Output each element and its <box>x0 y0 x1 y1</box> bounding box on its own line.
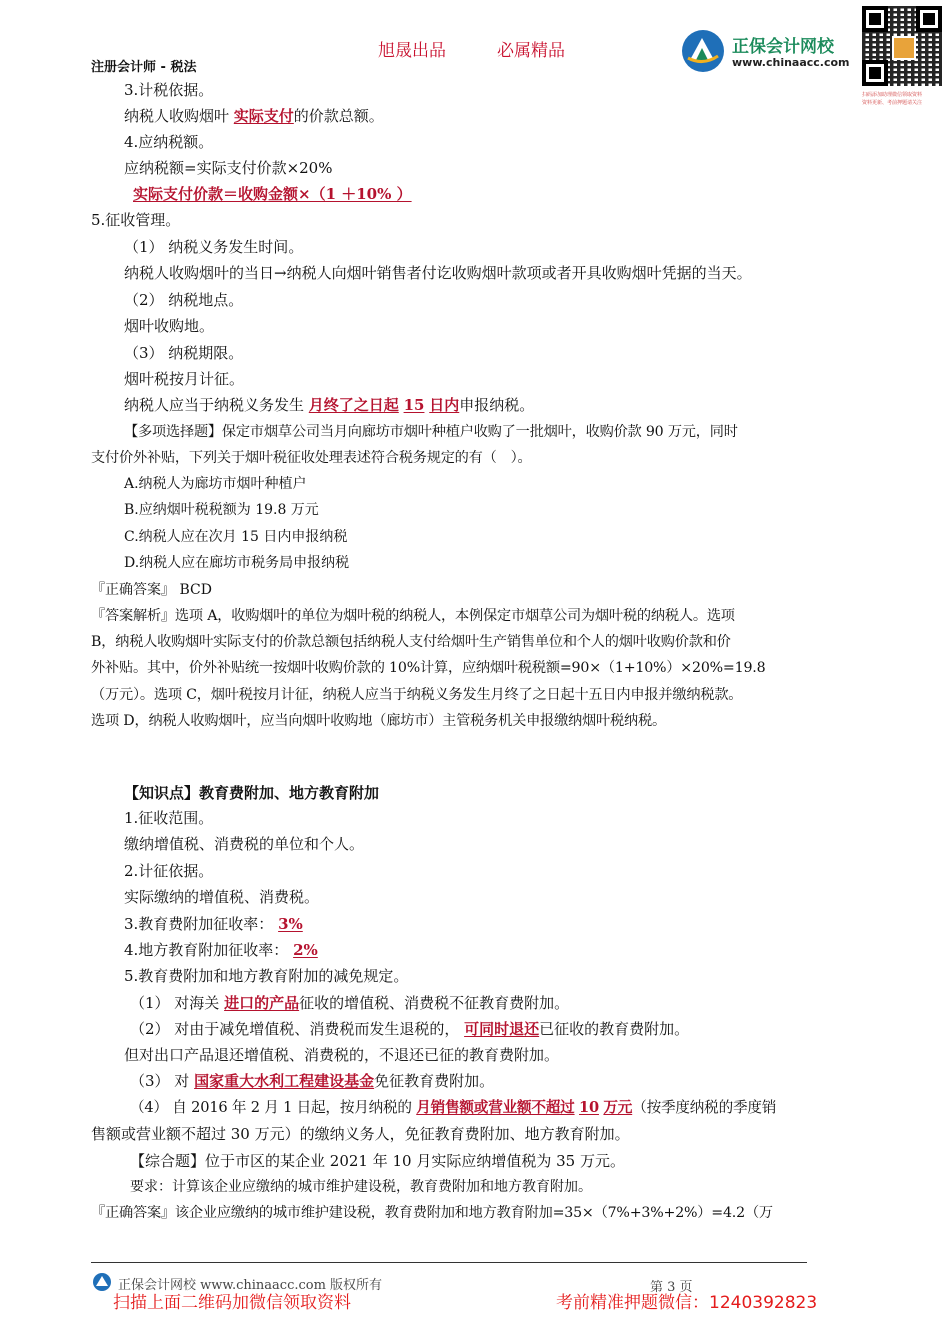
qr-finder-top-left <box>862 6 888 32</box>
highlight: 月终了之日起 <box>308 396 399 414</box>
highlight: 实际支付 <box>233 107 294 125</box>
text-line: 4.地方教育附加征收率： 2% <box>124 941 318 959</box>
text-line: 2.计征依据。 <box>124 862 214 880</box>
text-line: 5.征收管理。 <box>91 211 181 229</box>
highlight: 10 <box>579 1099 599 1116</box>
slogan-left: 旭晟出品 <box>378 41 446 61</box>
highlight: 2% <box>293 941 318 959</box>
text-line: 应纳税额=实际支付价款×20% <box>124 159 333 177</box>
text-line: （2） 纳税地点。 <box>124 291 244 309</box>
text-line: 3.教育费附加征收率： 3% <box>124 915 303 933</box>
text-line: 缴纳增值税、消费税的单位和个人。 <box>124 835 365 853</box>
text-line: 烟叶税按月计征。 <box>124 370 245 388</box>
brand-logo <box>680 28 855 76</box>
highlight: 实际支付价款＝收购金额×（1 ＋10% ） <box>133 185 412 203</box>
highlight: 3% <box>278 915 303 933</box>
highlight: 国家重大水利工程建设基金 <box>194 1072 375 1090</box>
promo-left: 扫描上面二维码加微信领取资料 <box>113 1293 351 1313</box>
footer-logo-icon <box>92 1272 112 1292</box>
question-stem: 【多项选择题】保定市烟草公司当月向廊坊市烟叶种植户收购了一批烟叶，收购价款 90 万元，同时 <box>124 424 738 440</box>
text-line: 1.征收范围。 <box>124 809 214 827</box>
qr-center-logo-icon <box>892 36 916 60</box>
text-line: （4） 自 2016 年 2 月 1 日起，按月纳税的 月销售额或营业额不超过 10 万元（按季度纳税的季度销 <box>130 1099 777 1116</box>
text-line: 但对出口产品退还增值税、消费税的，不退还已征的教育费附加。 <box>124 1046 560 1064</box>
qr-finder-bottom-left <box>862 60 888 86</box>
text-line: （1） 纳税义务发生时间。 <box>124 238 304 256</box>
option-a: A.纳税人为廊坊市烟叶种植户 <box>124 476 307 492</box>
text-line: 3.计税依据。 <box>124 81 214 99</box>
highlight: 15 <box>403 396 425 414</box>
explanation-line: 『答案解析』选项 A，收购烟叶的单位为烟叶税的纳税人，本例保定市烟草公司为烟叶税的纳税人。选项 <box>91 608 735 624</box>
option-d: D.纳税人应在廊坊市税务局申报纳税 <box>124 555 350 571</box>
question-stem: 【综合题】位于市区的某企业 2021 年 10 月实际应纳增值税为 35 万元。 <box>130 1152 625 1170</box>
footer-copyright: 正保会计网校 www.chinaacc.com 版权所有 <box>118 1278 383 1293</box>
explanation-line: B，纳税人收购烟叶实际支付的价款总额包括纳税人支付给烟叶生产销售单位和个人的烟叶收购价款和价 <box>91 634 731 650</box>
footer-divider <box>91 1262 807 1263</box>
option-b: B.应纳烟叶税税额为 19.8 万元 <box>124 502 319 518</box>
document-subject: 注册会计师 - 税法 <box>91 60 197 75</box>
option-c: C.纳税人应在次月 15 日内申报纳税 <box>124 529 348 545</box>
section-title: 【知识点】教育费附加、地方教育附加 <box>124 784 380 802</box>
qr-note-2: 资料更新、考前押题请关注 <box>862 100 923 106</box>
qr-note-1: 扫码添加助理微信领取资料 <box>862 92 923 98</box>
text-line: 纳税人收购烟叶的当日→纳税人向烟叶销售者付讫收购烟叶款项或者开具收购烟叶凭据的当天。 <box>124 264 752 282</box>
page-number: 第 3 页 <box>650 1280 693 1295</box>
brand-url: www.chinaacc.com <box>732 56 850 69</box>
highlight: 月销售额或营业额不超过 <box>416 1099 575 1116</box>
highlight: 万元 <box>603 1099 633 1116</box>
text-line: （1） 对海关 进口的产品征收的增值税、消费税不征教育费附加。 <box>130 994 570 1012</box>
explanation-line: 外补贴。其中，价外补贴统一按烟叶收购价款的 10%计算，应纳烟叶税税额=90×（1+10%）×20%=19.8 <box>91 660 766 676</box>
text-line: （3） 纳税期限。 <box>124 344 244 362</box>
text-line: 烟叶收购地。 <box>124 317 215 335</box>
promo-right: 考前精准押题微信：1240392823 <box>556 1293 818 1313</box>
text-line: 5.教育费附加和地方教育附加的减免规定。 <box>124 967 409 985</box>
correct-answer: 『正确答案』 BCD <box>91 582 212 598</box>
text-line: 纳税人应当于纳税义务发生 月终了之日起 15 日内申报纳税。 <box>124 396 535 414</box>
text-line: 4.应纳税额。 <box>124 133 214 151</box>
qr-finder-top-right <box>916 6 942 32</box>
brand-logo-icon <box>680 28 726 74</box>
highlight: 进口的产品 <box>224 994 300 1012</box>
correct-answer: 『正确答案』该企业应缴纳的城市维护建设税，教育费附加和地方教育附加=35×（7%+3%+2%）=4.2（万 <box>91 1205 773 1221</box>
explanation-line: 选项 D，纳税人收购烟叶，应当向烟叶收购地（廊坊市）主管税务机关申报缴纳烟叶税纳税。 <box>91 713 666 729</box>
highlight: 日内 <box>429 396 460 414</box>
text-line: （3） 对 国家重大水利工程建设基金免征教育费附加。 <box>130 1072 495 1090</box>
explanation-line: （万元）。选项 C，烟叶税按月计征，纳税人应当于纳税义务发生月终了之日起十五日内申报并缴纳税款。 <box>91 687 743 703</box>
highlight: 可同时退还 <box>464 1020 540 1038</box>
text-line: 纳税人收购烟叶 实际支付的价款总额。 <box>124 107 384 125</box>
question-stem: 支付价外补贴，下列关于烟叶税征收处理表述符合税务规定的有（ ）。 <box>91 450 532 466</box>
text-line: 售额或营业额不超过 30 万元）的缴纳义务人，免征教育费附加、地方教育附加。 <box>91 1125 630 1143</box>
question-requirement: 要求：计算该企业应缴纳的城市维护建设税，教育费附加和地方教育附加。 <box>130 1179 592 1195</box>
brand-name: 正保会计网校 <box>732 37 834 57</box>
slogan-right: 必属精品 <box>497 41 565 61</box>
text-line: 实际缴纳的增值税、消费税。 <box>124 888 320 906</box>
text-line: （2） 对由于减免增值税、消费税而发生退税的， 可同时退还已征收的教育费附加。 <box>130 1020 690 1038</box>
text-line <box>133 184 412 204</box>
